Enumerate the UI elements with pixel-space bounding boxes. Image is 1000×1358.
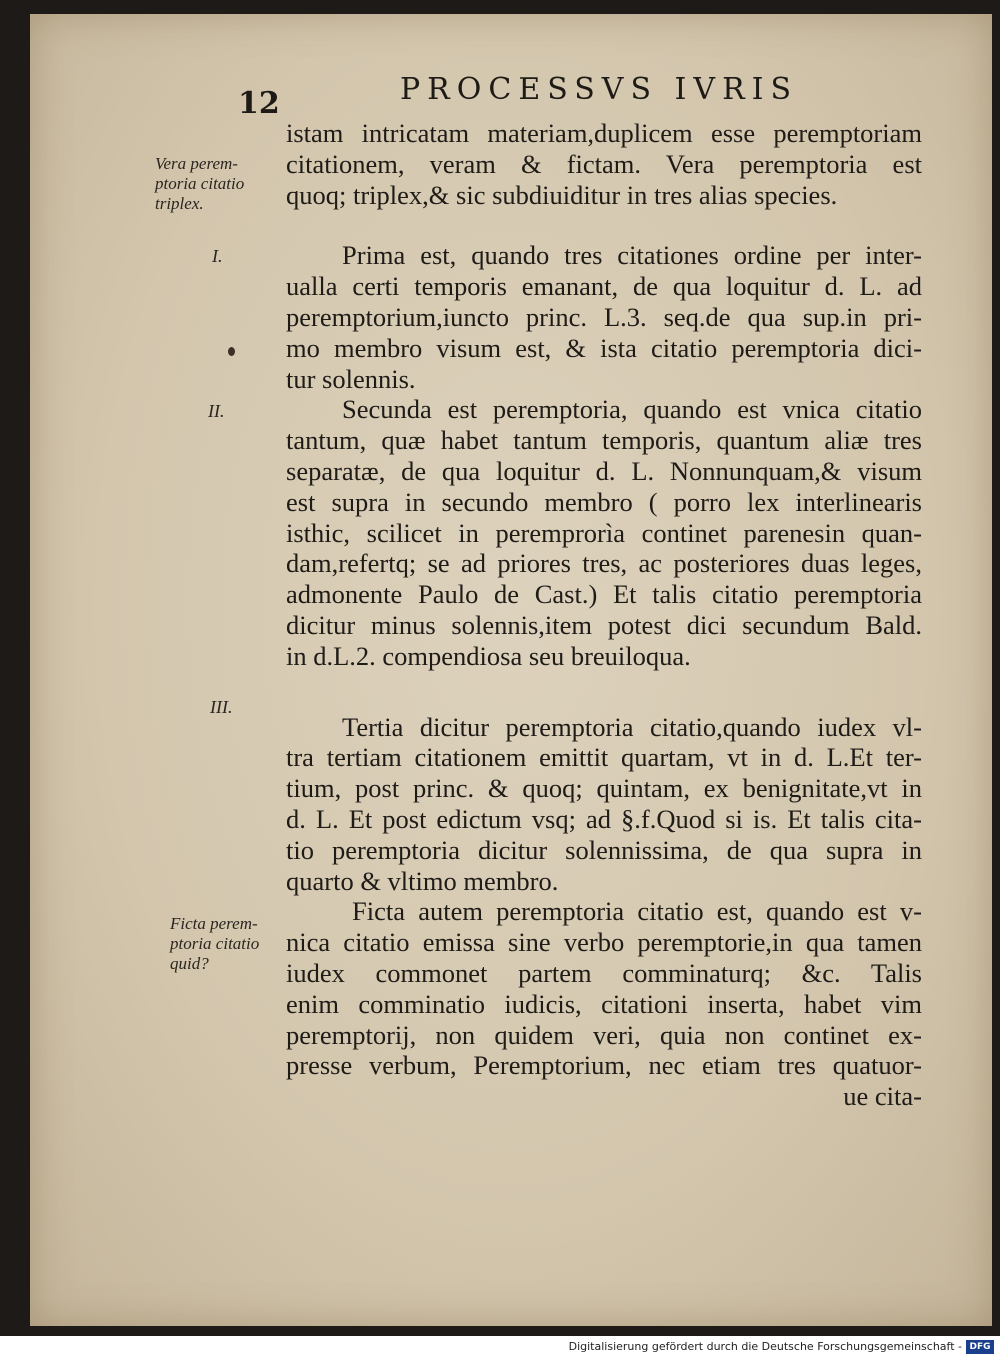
text-line: quarto & vltimo membro. <box>286 865 559 896</box>
text-line: separatæ, de qua loquitur d. L. Nonnunquam,& visum <box>286 455 922 486</box>
margin-note-line: Vera perem- <box>155 154 238 173</box>
text-line: d. L. Et post edictum vsq; ad §.f.Quod si is. Et talis cita- <box>286 803 922 834</box>
text-line: tantum, quæ habet tantum temporis, quantum aliæ tres <box>286 425 922 456</box>
text-line: Secunda est peremptoria, quando est vnica citatio <box>342 394 922 425</box>
text-line: enim comminatio iudicis, citationi inserta, habet vim <box>286 988 922 1019</box>
text-line: citationem, veram & fictam. Vera peremptoria est <box>286 148 922 179</box>
catchword-line: ue cita- <box>843 1081 922 1112</box>
margin-roman-3: III. <box>210 697 233 717</box>
page-number: 12 <box>238 86 280 121</box>
dfg-logo: DFG <box>966 1340 994 1354</box>
paragraph-gap <box>286 210 922 240</box>
text-line: dicitur minus solennis,item potest dici secundum Bald. <box>286 609 922 640</box>
margin-note-line: ptoria citatio <box>155 174 245 193</box>
margin-note-vera <box>155 154 244 214</box>
text-line: ualla certi temporis emanant, de qua loquitur d. L. ad <box>286 271 922 302</box>
margin-note-line: quid? <box>170 954 209 973</box>
margin-note-line: ptoria citatio <box>170 934 260 953</box>
body-text <box>286 118 922 1112</box>
footer-bar <box>0 1338 1000 1358</box>
text-line: tio peremptoria dicitur solennissima, de qua supra in <box>286 834 922 865</box>
running-title: PROCESSVS IVRIS <box>400 72 799 107</box>
text-line: Prima est, quando tres citationes ordine per inter- <box>342 240 922 271</box>
text-line: tium, post princ. & quoq; quintam, ex benignitate,vt in <box>286 773 922 804</box>
text-line: quoq; triplex,& sic subdiuiditur in tres alias species. <box>286 179 838 210</box>
text-line: peremptorij, non quidem veri, quia non continet ex- <box>286 1019 922 1050</box>
text-line: peremptorium,iuncto princ. L.3. seq.de qua sup.in pri- <box>286 301 922 332</box>
ink-spot <box>228 347 235 356</box>
text-line: isthic, scilicet in peremprorìa continet parenesin quan- <box>286 517 922 548</box>
text-line: tra tertiam citationem emittit quartam, vt in d. L.Et ter- <box>286 742 922 773</box>
text-line: istam intricatam materiam,duplicem esse peremptoriam <box>286 118 922 148</box>
text-line: Ficta autem peremptoria citatio est, quando est v- <box>352 896 922 927</box>
funding-credit: Digitalisierung gefördert durch die Deutsche Forschungsgemeinschaft - <box>568 1340 962 1353</box>
text-line: in d.L.2. compendiosa seu breuiloqua. <box>286 640 691 671</box>
text-line: admonente Paulo de Cast.) Et talis citatio peremptoria <box>286 579 922 610</box>
text-line: est supra in secundo membro ( porro lex interlinearis <box>286 486 922 517</box>
text-line: mo membro visum est, & ista citatio peremptoria dici- <box>286 332 922 363</box>
text-line: Tertia dicitur peremptoria citatio,quando iudex vl- <box>342 711 922 742</box>
text-line: nica citatio emissa sine verbo peremptorie,in qua tamen <box>286 927 922 958</box>
margin-note-line: triplex. <box>155 194 204 213</box>
margin-roman-1: I. <box>212 246 223 266</box>
text-line: tur solennis. <box>286 363 416 394</box>
text-line: iudex commonet partem comminaturq; &c. Talis <box>286 957 922 988</box>
margin-note-line: Ficta perem- <box>170 914 258 933</box>
text-line: dam,refertq; se ad priores tres, ac posteriores duas leges, <box>286 548 922 579</box>
margin-note-ficta <box>170 914 259 974</box>
paragraph-gap <box>286 672 922 712</box>
margin-roman-2: II. <box>208 401 225 421</box>
text-line: presse verbum, Peremptorium, nec etiam tres quatuor- <box>286 1050 922 1081</box>
